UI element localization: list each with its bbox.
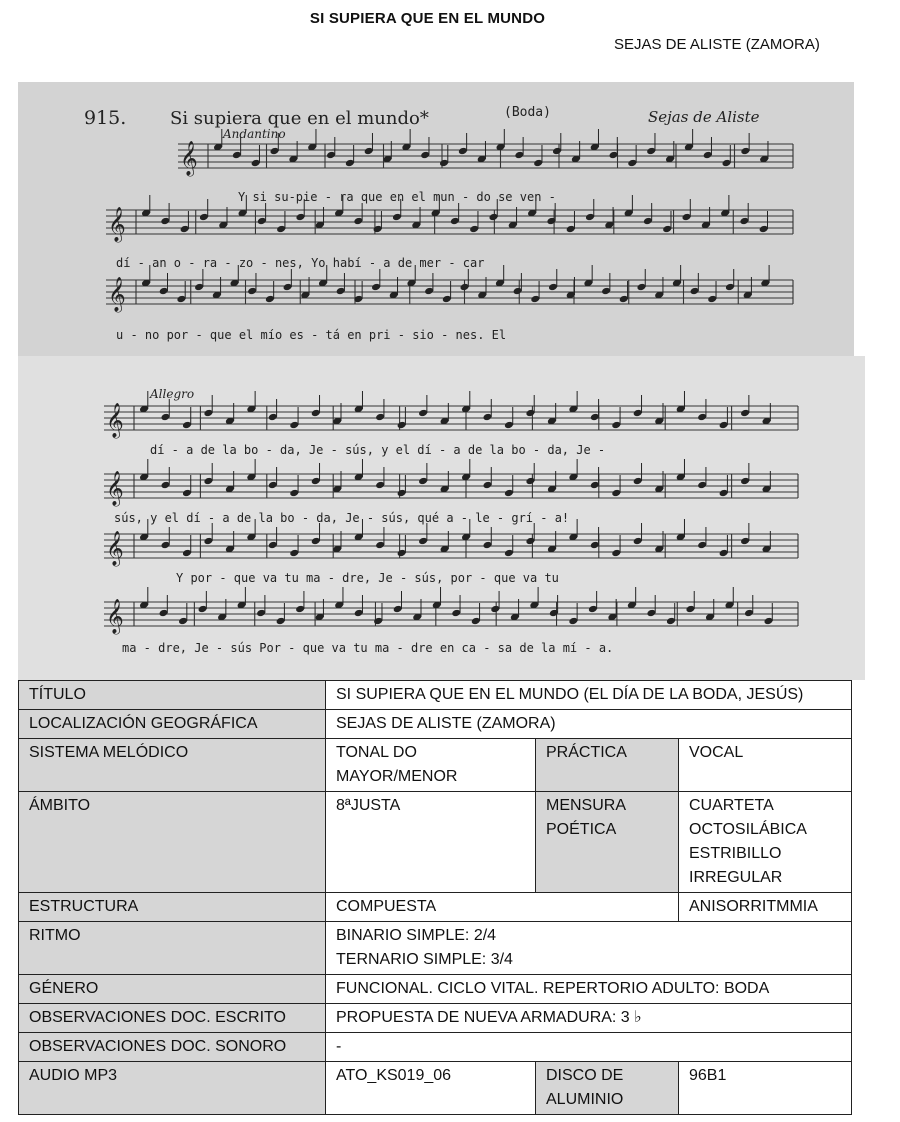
score-title: Si supiera que en el mundo*: [170, 108, 429, 129]
tempo-marking-2: Allegro: [150, 387, 195, 401]
estructura-extra: ANISORRITMMIA: [679, 893, 852, 922]
song-number: 915.: [84, 107, 127, 129]
page-title: SI SUPIERA QUE EN EL MUNDO: [309, 10, 546, 27]
svg-text:𝄞: 𝄞: [108, 277, 126, 312]
lyrics-line-1: Y si su-pie - ra que en el mun - do se ven -: [238, 190, 556, 204]
ritmo-value: [326, 922, 852, 975]
localizacion-label: LOCALIZACIÓN GEOGRÁFICA: [19, 710, 326, 739]
svg-text:𝄞: 𝄞: [180, 141, 198, 176]
mensura-value: CUARTETA OCTOSILÁBICA ESTRIBILLO IRREGULAR: [679, 792, 852, 893]
lyrics-line-6: Y por - que va tu ma - dre, Je - sús, por - que va tu: [176, 571, 559, 585]
table-row-obs-sonoro: [19, 1033, 852, 1062]
svg-text:𝄞: 𝄞: [106, 403, 124, 438]
table-row-genero: [19, 975, 852, 1004]
obs-sonoro-label: OBSERVACIONES DOC. SONORO: [19, 1033, 326, 1062]
sistema-value: TONAL DO MAYOR/MENOR: [326, 739, 536, 792]
music-staves: [106, 144, 793, 304]
titulo-value: SI SUPIERA QUE EN EL MUNDO (EL DÍA DE LA BODA, JESÚS): [326, 681, 852, 710]
audio-value: ATO_KS019_06: [326, 1062, 536, 1115]
lyrics-line-7: ma - dre, Je - sús Por - que va tu ma - dre en ca - sa de la mí - a.: [122, 641, 614, 655]
obs-escrito-label: OBSERVACIONES DOC. ESCRITO: [19, 1004, 326, 1033]
practica-value: VOCAL: [679, 739, 852, 792]
obs-escrito-value: PROPUESTA DE NUEVA ARMADURA: 3 ♭: [326, 1004, 852, 1033]
lyrics-line-4: dí - a de la bo - da, Je - sús, y el dí - a de la bo - da, Je -: [150, 443, 606, 457]
lyrics-line-3: u - no por - que el mío es - tá en pri - sio - nes. El: [116, 328, 507, 342]
score-subtitle: (Boda): [504, 105, 551, 120]
disco-value: 96B1: [679, 1062, 852, 1115]
mensura-label: MENSURA POÉTICA: [536, 792, 679, 893]
table-row-sistema: [19, 739, 852, 792]
svg-text:𝄞: 𝄞: [108, 207, 126, 242]
obs-sonoro-value: -: [326, 1033, 852, 1062]
page-location: SEJAS DE ALISTE (ZAMORA): [614, 36, 820, 53]
score-place: Sejas de Aliste: [648, 108, 760, 126]
table-row-titulo: [19, 681, 852, 710]
lyrics-line-2: dí - an o - ra - zo - nes, Yo habí - a de mer - car: [116, 256, 485, 270]
estructura-value: COMPUESTA: [326, 893, 679, 922]
svg-text:𝄞: 𝄞: [106, 471, 124, 506]
genero-label: GÉNERO: [19, 975, 326, 1004]
ritmo-value-1: BINARIO SIMPLE: 2/4: [336, 927, 497, 944]
audio-label: AUDIO MP3: [19, 1062, 326, 1115]
svg-text:𝄞: 𝄞: [106, 599, 124, 634]
sistema-label: SISTEMA MELÓDICO: [19, 739, 326, 792]
lyrics-line-5: sús, y el dí - a de la bo - da, Je - sús, qué a - le - grí - a!: [114, 511, 570, 525]
tempo-marking: Andantino: [223, 127, 286, 141]
table-row-estructura: [19, 893, 852, 922]
ritmo-value-2: TERNARIO SIMPLE: 3/4: [336, 951, 513, 968]
table-row-ritmo: [19, 922, 852, 975]
table-row-obs-escrito: [19, 1004, 852, 1033]
table-row-localizacion: [19, 710, 852, 739]
titulo-label: TÍTULO: [19, 681, 326, 710]
music-notes: [108, 129, 770, 313]
ritmo-label: RITMO: [19, 922, 326, 975]
table-row-audio: [19, 1062, 852, 1115]
metadata-table: [18, 680, 852, 1115]
table-row-ambito: [19, 792, 852, 893]
practica-label: PRÁCTICA: [536, 739, 679, 792]
ambito-value: 8ªJUSTA: [326, 792, 536, 893]
estructura-label: ESTRUCTURA: [19, 893, 326, 922]
ambito-label: ÁMBITO: [19, 792, 326, 893]
svg-text:𝄞: 𝄞: [106, 531, 124, 566]
localizacion-value: SEJAS DE ALISTE (ZAMORA): [326, 710, 852, 739]
score-image-2: [18, 356, 865, 680]
disco-label: DISCO DE ALUMINIO: [536, 1062, 679, 1115]
score-image-1: [18, 82, 854, 356]
genero-value: FUNCIONAL. CICLO VITAL. REPERTORIO ADULTO: BODA: [326, 975, 852, 1004]
